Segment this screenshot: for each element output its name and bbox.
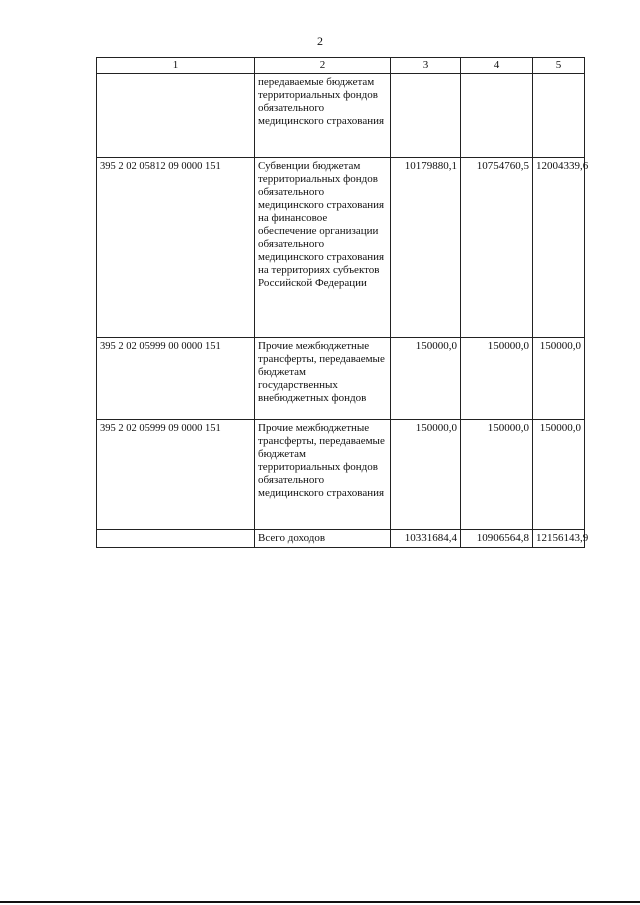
value-col5: 12004339,6 bbox=[533, 158, 585, 338]
value-col3: 150000,0 bbox=[391, 338, 461, 420]
value-col4: 150000,0 bbox=[461, 338, 533, 420]
budget-code: 395 2 02 05812 09 0000 151 bbox=[97, 158, 255, 338]
total-col3: 10331684,4 bbox=[391, 530, 461, 548]
value-col4: 150000,0 bbox=[461, 420, 533, 530]
table-row bbox=[97, 158, 585, 338]
value-col3: 150000,0 bbox=[391, 420, 461, 530]
value-col4 bbox=[461, 74, 533, 158]
total-col4: 10906564,8 bbox=[461, 530, 533, 548]
budget-code: 395 2 02 05999 09 0000 151 bbox=[97, 420, 255, 530]
row-description: Субвенции бюджетам территориальных фондов обязательного медицинского страхования на финансовое обеспечение организации обязательного медицинского страхования на территориях субъектов Российской Федерации bbox=[255, 158, 391, 338]
value-col3 bbox=[391, 74, 461, 158]
column-header-2: 2 bbox=[255, 58, 391, 74]
value-col3: 10179880,1 bbox=[391, 158, 461, 338]
page-number: 2 bbox=[317, 34, 323, 48]
total-label: Всего доходов bbox=[255, 530, 391, 548]
value-col5 bbox=[533, 74, 585, 158]
table-row bbox=[97, 338, 585, 420]
column-header-4: 4 bbox=[461, 58, 533, 74]
revenue-table bbox=[96, 57, 589, 548]
column-header-3: 3 bbox=[391, 58, 461, 74]
row-description: передаваемые бюджетам территориальных фондов обязательного медицинского страхования bbox=[255, 74, 391, 158]
header-row bbox=[97, 58, 585, 74]
scan-bottom-edge bbox=[0, 901, 640, 903]
column-header-5: 5 bbox=[533, 58, 585, 74]
value-col5: 150000,0 bbox=[533, 420, 585, 530]
row-description: Прочие межбюджетные трансферты, передаваемые бюджетам территориальных фондов обязательного медицинского страхования bbox=[255, 420, 391, 530]
budget-code bbox=[97, 74, 255, 158]
total-row bbox=[97, 530, 585, 548]
table-row bbox=[97, 420, 585, 530]
value-col4: 10754760,5 bbox=[461, 158, 533, 338]
budget-code: 395 2 02 05999 00 0000 151 bbox=[97, 338, 255, 420]
value-col5: 150000,0 bbox=[533, 338, 585, 420]
row-description: Прочие межбюджетные трансферты, передаваемые бюджетам государственных внебюджетных фондов bbox=[255, 338, 391, 420]
total-code-empty bbox=[97, 530, 255, 548]
total-col5: 12156143,9 bbox=[533, 530, 585, 548]
table-header bbox=[97, 58, 585, 74]
table-row bbox=[97, 74, 585, 158]
column-header-1: 1 bbox=[97, 58, 255, 74]
